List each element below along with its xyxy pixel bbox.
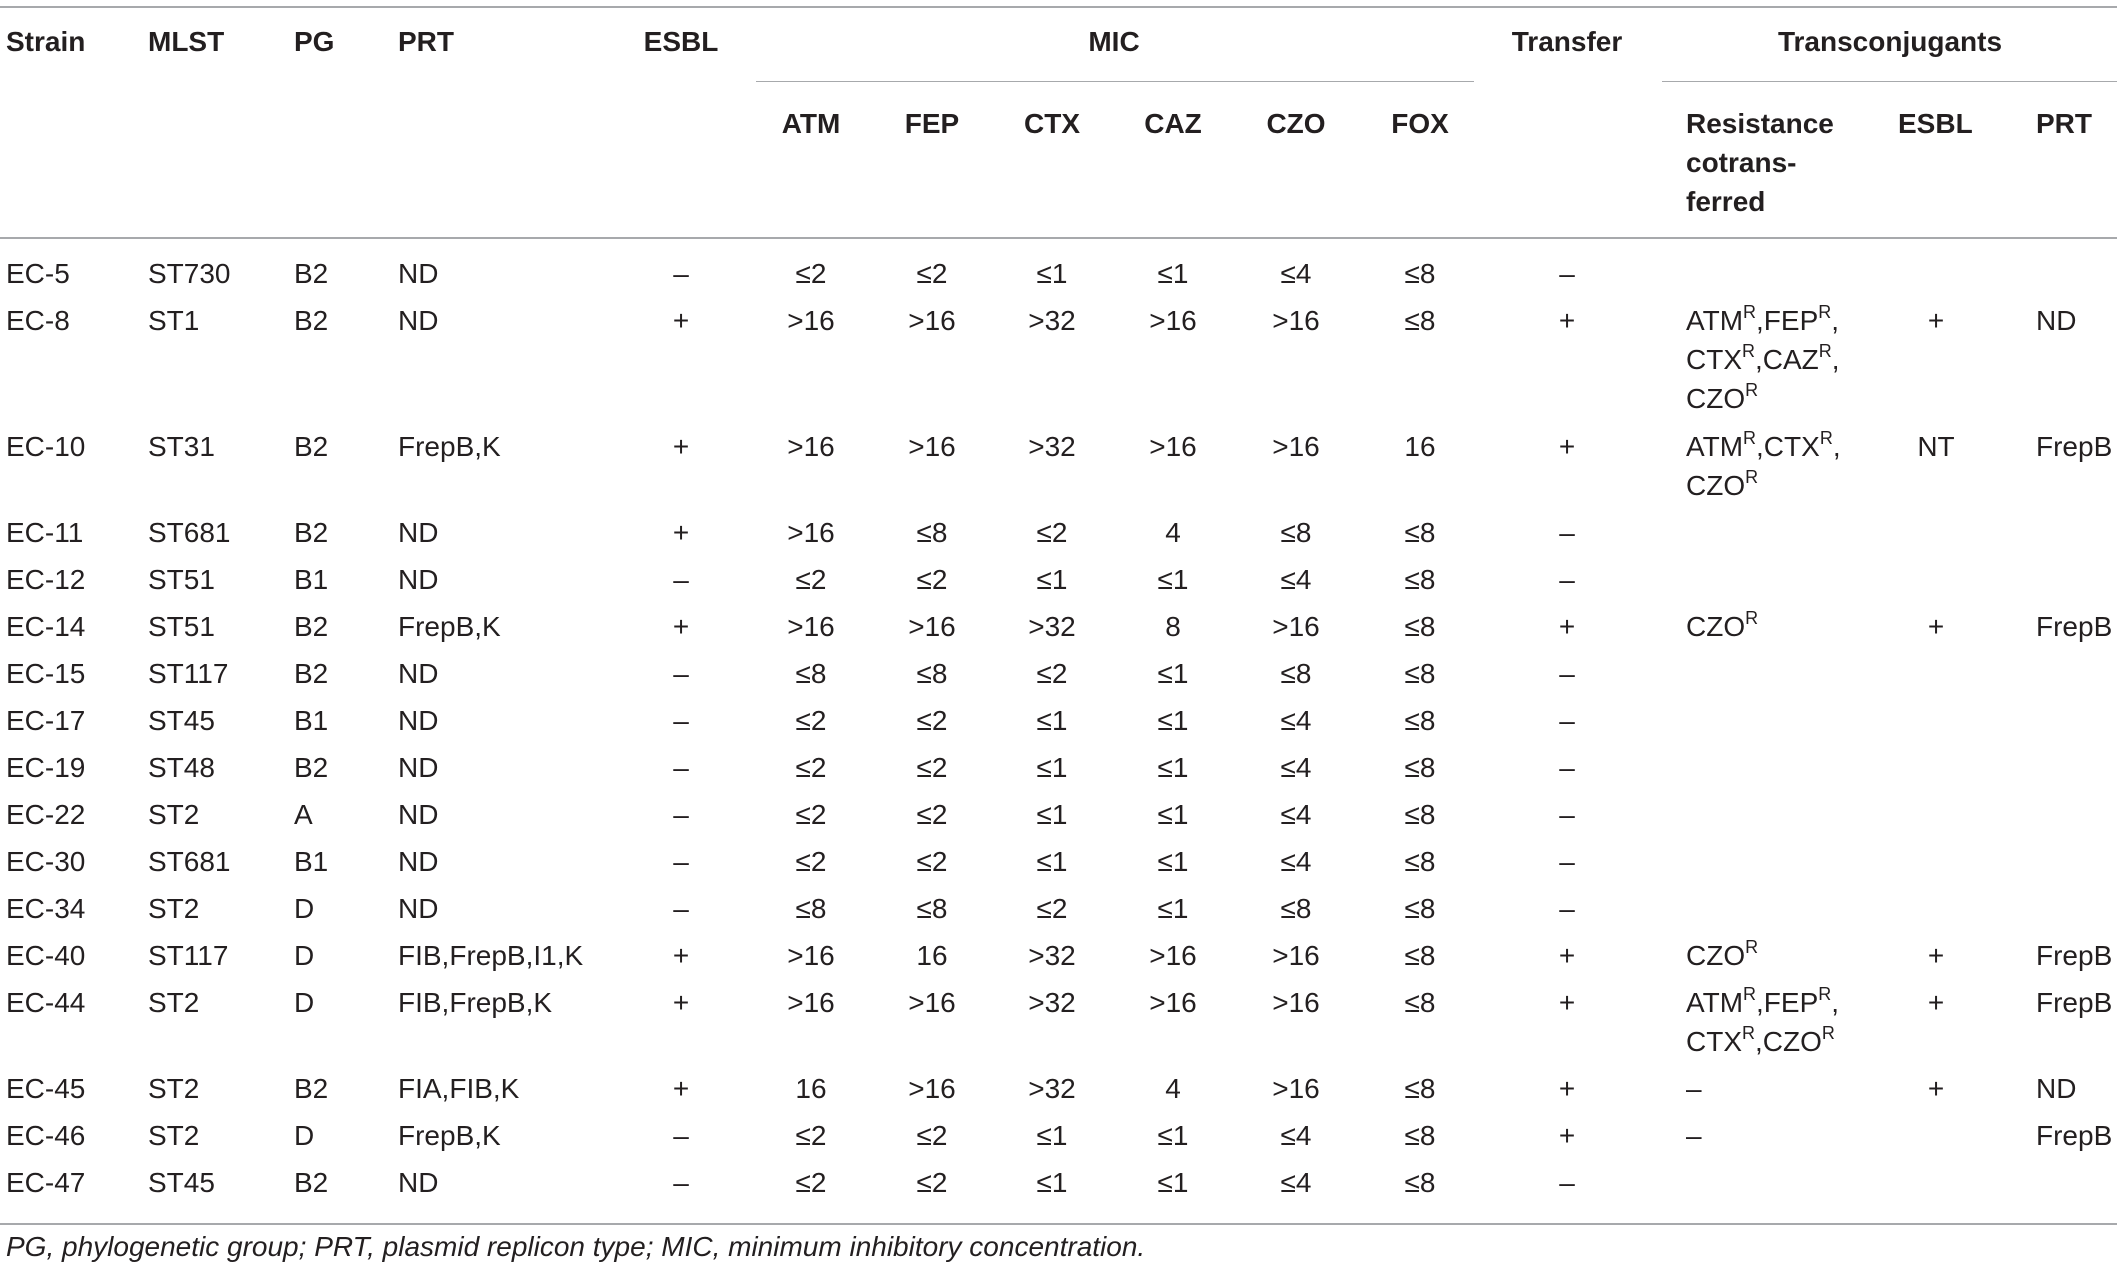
header-atm: ATM: [781, 108, 841, 139]
cell-mlst: ST1: [148, 305, 200, 336]
cell-mic: >16: [787, 517, 835, 548]
cell-mlst: ST117: [148, 658, 229, 689]
header-cotrans: cotrans-: [1686, 147, 1797, 178]
cell-mlst: ST2: [148, 799, 200, 830]
cell-transfer: +: [1558, 940, 1576, 971]
cell-tc-esbl: +: [1927, 987, 1945, 1018]
cell-mic: >16: [787, 431, 835, 462]
cell-strain: EC-19: [6, 752, 86, 783]
cell-mic: >32: [1028, 940, 1076, 971]
cell-esbl: +: [672, 611, 690, 642]
cell-strain: EC-11: [6, 517, 84, 548]
cell-pg: D: [294, 987, 315, 1018]
cell-mlst: ST2: [148, 987, 200, 1018]
cell-mic: >16: [787, 987, 835, 1018]
cell-mic: ≤1: [1157, 893, 1189, 924]
cell-prt: FrepB,K: [398, 1120, 501, 1151]
cell-mlst: ST681: [148, 517, 231, 548]
cell-mic: ≤2: [1036, 517, 1068, 548]
cell-mic: >16: [908, 987, 956, 1018]
cell-mic: ≤2: [795, 258, 827, 289]
cell-mic: ≤2: [795, 1120, 827, 1151]
cell-mic: >32: [1028, 305, 1076, 336]
cell-tc-prt: ND: [2036, 1073, 2077, 1104]
cell-esbl: +: [672, 305, 690, 336]
cell-pg: D: [294, 1120, 315, 1151]
cell-tc-resistance: $CZO^R$: [1686, 466, 1759, 501]
top-rule: [0, 6, 2117, 8]
cell-transfer: +: [1558, 1120, 1576, 1151]
cell-mic: ≤8: [1280, 517, 1312, 548]
cell-mic: ≤1: [1157, 658, 1189, 689]
cell-mic: >16: [1272, 305, 1320, 336]
cell-prt: ND: [398, 658, 439, 689]
cell-prt: ND: [398, 305, 439, 336]
cell-tc-prt: FrepB: [2036, 940, 2113, 971]
cell-mic: ≤8: [1404, 611, 1436, 642]
cell-strain: EC-22: [6, 799, 86, 830]
cell-mic: ≤8: [1404, 1167, 1436, 1198]
cell-mic: ≤1: [1157, 799, 1189, 830]
cell-mic: >16: [787, 305, 835, 336]
cell-mic: ≤2: [916, 564, 948, 595]
cell-mic: ≤8: [1280, 658, 1312, 689]
cell-mic: ≤1: [1036, 846, 1068, 877]
cell-mic: ≤8: [795, 893, 827, 924]
cell-mic: ≤2: [916, 752, 948, 783]
footnote: PG, phylogenetic group; PRT, plasmid replicon type; MIC, minimum inhibitory concentration.: [6, 1231, 1146, 1262]
cell-mlst: ST2: [148, 1120, 200, 1151]
cell-tc-esbl: +: [1927, 940, 1945, 971]
header-transfer: Transfer: [1511, 26, 1623, 57]
cell-esbl: –: [673, 752, 689, 783]
cell-esbl: –: [673, 893, 689, 924]
cell-esbl: +: [672, 940, 690, 971]
cell-esbl: –: [673, 258, 689, 289]
header-fep: FEP: [904, 108, 960, 139]
cell-mic: ≤1: [1157, 1167, 1189, 1198]
cell-prt: ND: [398, 1167, 439, 1198]
cell-tc-prt: FrepB: [2036, 1120, 2113, 1151]
cell-prt: FrepB,K: [398, 611, 501, 642]
cell-strain: EC-44: [6, 987, 86, 1018]
cell-mic: ≤1: [1036, 1120, 1068, 1151]
cell-mic: 16: [916, 940, 948, 971]
cell-mic: ≤4: [1280, 799, 1312, 830]
cell-mic: ≤4: [1280, 258, 1312, 289]
cell-tc-resistance: $CTX^R,CZO^R$: [1686, 1022, 1835, 1057]
cell-tc-prt: FrepB: [2036, 611, 2113, 642]
cell-mlst: ST45: [148, 1167, 215, 1198]
cell-prt: ND: [398, 846, 439, 877]
cell-mic: >16: [908, 305, 956, 336]
cell-mlst: ST117: [148, 940, 229, 971]
cell-esbl: +: [672, 431, 690, 462]
cell-prt: ND: [398, 893, 439, 924]
cell-prt: FIA,FIB,K: [398, 1073, 520, 1104]
cell-esbl: –: [673, 564, 689, 595]
cell-pg: B1: [294, 846, 329, 877]
cell-transfer: +: [1558, 987, 1576, 1018]
cell-pg: B2: [294, 658, 329, 689]
cell-mic: ≤4: [1280, 1120, 1312, 1151]
cell-mic: >16: [1149, 987, 1197, 1018]
cell-strain: EC-34: [6, 893, 86, 924]
cell-pg: D: [294, 940, 315, 971]
cell-mic: >16: [1272, 987, 1320, 1018]
cell-mic: >16: [787, 940, 835, 971]
cell-mic: >16: [1272, 431, 1320, 462]
cell-mic: >16: [787, 611, 835, 642]
cell-mic: ≤1: [1036, 799, 1068, 830]
cell-mic: ≤2: [916, 258, 948, 289]
cell-mlst: ST51: [148, 564, 215, 595]
cell-mic: ≤2: [795, 752, 827, 783]
cell-esbl: –: [673, 799, 689, 830]
cell-mic: 16: [1404, 431, 1436, 462]
cell-mic: >16: [908, 431, 956, 462]
cell-esbl: +: [672, 1073, 690, 1104]
cell-tc-resistance: $CZO^R$: [1686, 607, 1759, 642]
cell-pg: B1: [294, 564, 329, 595]
cell-mic: >16: [1149, 305, 1197, 336]
cell-mic: >16: [1272, 611, 1320, 642]
cell-mic: ≤1: [1036, 1167, 1068, 1198]
cell-pg: B1: [294, 705, 329, 736]
cell-mic: ≤2: [916, 1120, 948, 1151]
cell-strain: EC-12: [6, 564, 86, 595]
cell-esbl: –: [673, 1167, 689, 1198]
cell-esbl: +: [672, 987, 690, 1018]
cell-mic: >16: [1149, 940, 1197, 971]
cell-prt: FrepB,K: [398, 431, 501, 462]
cell-strain: EC-17: [6, 705, 86, 736]
cell-mlst: ST2: [148, 1073, 200, 1104]
cell-mic: 16: [795, 1073, 827, 1104]
header-prt: PRT: [398, 26, 454, 57]
cell-mic: ≤4: [1280, 846, 1312, 877]
header-ctx: CTX: [1024, 108, 1080, 139]
bottom-rule: [0, 1223, 2117, 1225]
cell-esbl: +: [672, 517, 690, 548]
cell-strain: EC-10: [6, 431, 86, 462]
cell-mic: ≤8: [1404, 1073, 1436, 1104]
cell-strain: EC-5: [6, 258, 70, 289]
cell-transfer: –: [1559, 564, 1575, 595]
cell-pg: B2: [294, 1167, 329, 1198]
header-tc-prt: PRT: [2036, 108, 2092, 139]
cell-strain: EC-46: [6, 1120, 86, 1151]
cell-esbl: –: [673, 658, 689, 689]
cell-pg: B2: [294, 611, 329, 642]
cell-mic: ≤8: [1404, 517, 1436, 548]
header-resistance: Resistance: [1686, 108, 1834, 139]
cell-tc-resistance: –: [1686, 1120, 1702, 1151]
cell-tc-resistance: –: [1686, 1073, 1702, 1104]
cell-mic: ≤2: [795, 846, 827, 877]
cell-mic: >32: [1028, 431, 1076, 462]
cell-pg: A: [294, 799, 313, 830]
cell-tc-esbl: +: [1927, 611, 1945, 642]
cell-mic: >16: [1149, 431, 1197, 462]
header-transconjugants: Transconjugants: [1777, 26, 2003, 57]
cell-prt: ND: [398, 799, 439, 830]
transconjugants-underline: [1662, 81, 2117, 82]
cell-mic: ≤8: [916, 517, 948, 548]
cell-mic: ≤8: [1404, 940, 1436, 971]
cell-transfer: +: [1558, 611, 1576, 642]
cell-tc-prt: FrepB: [2036, 431, 2113, 462]
cell-transfer: –: [1559, 799, 1575, 830]
cell-prt: ND: [398, 705, 439, 736]
cell-esbl: –: [673, 705, 689, 736]
cell-transfer: –: [1559, 752, 1575, 783]
cell-mic: ≤8: [795, 658, 827, 689]
header-tc-esbl: ESBL: [1898, 108, 1973, 139]
cell-mic: ≤8: [1404, 987, 1436, 1018]
cell-mic: ≤8: [1404, 752, 1436, 783]
cell-pg: B2: [294, 431, 329, 462]
cell-mic: ≤8: [1404, 1120, 1436, 1151]
cell-mic: ≤2: [1036, 893, 1068, 924]
cell-tc-resistance: $CTX^R,CAZ^R$,: [1686, 340, 1840, 375]
cell-mic: ≤1: [1157, 846, 1189, 877]
cell-prt: ND: [398, 517, 439, 548]
cell-pg: B2: [294, 305, 329, 336]
mic-underline: [756, 81, 1474, 82]
header-strain: Strain: [6, 26, 86, 57]
header-esbl: ESBL: [643, 26, 719, 57]
cell-mic: ≤8: [1404, 658, 1436, 689]
cell-mlst: ST681: [148, 846, 231, 877]
cell-tc-prt: FrepB: [2036, 987, 2113, 1018]
cell-mic: ≤1: [1036, 564, 1068, 595]
cell-prt: ND: [398, 258, 439, 289]
cell-mlst: ST730: [148, 258, 231, 289]
cell-mic: ≤2: [916, 799, 948, 830]
cell-mic: ≤1: [1036, 705, 1068, 736]
cell-transfer: –: [1559, 258, 1575, 289]
cell-prt: ND: [398, 564, 439, 595]
cell-mlst: ST45: [148, 705, 215, 736]
cell-transfer: –: [1559, 705, 1575, 736]
cell-transfer: +: [1558, 431, 1576, 462]
cell-transfer: –: [1559, 658, 1575, 689]
cell-strain: EC-8: [6, 305, 70, 336]
header-mlst: MLST: [148, 26, 225, 57]
cell-mic: ≤4: [1280, 705, 1312, 736]
cell-mic: ≤8: [1404, 564, 1436, 595]
cell-mic: ≤1: [1157, 564, 1189, 595]
cell-mic: >32: [1028, 1073, 1076, 1104]
cell-mic: ≤2: [916, 846, 948, 877]
cell-mic: ≤8: [1404, 846, 1436, 877]
cell-tc-resistance: $CZO^R$: [1686, 379, 1759, 414]
cell-tc-esbl: +: [1927, 305, 1945, 336]
cell-mic: ≤1: [1157, 705, 1189, 736]
cell-tc-resistance: $CZO^R$: [1686, 936, 1759, 971]
cell-transfer: –: [1559, 846, 1575, 877]
cell-mic: ≤1: [1157, 1120, 1189, 1151]
cell-mic: ≤1: [1157, 752, 1189, 783]
cell-tc-resistance: $ATM^R,FEP^R$,: [1686, 983, 1840, 1018]
cell-mic: ≤8: [1404, 799, 1436, 830]
header-pg: PG: [294, 26, 335, 57]
cell-strain: EC-14: [6, 611, 86, 642]
cell-mlst: ST31: [148, 431, 215, 462]
cell-prt: ND: [398, 752, 439, 783]
header-bottom-rule: [0, 237, 2117, 239]
cell-pg: B2: [294, 517, 329, 548]
cell-mic: 4: [1165, 517, 1181, 548]
cell-transfer: +: [1558, 305, 1576, 336]
cell-esbl: –: [673, 846, 689, 877]
cell-mic: ≤8: [916, 658, 948, 689]
cell-mic: ≤4: [1280, 564, 1312, 595]
cell-mic: ≤2: [916, 1167, 948, 1198]
cell-mlst: ST51: [148, 611, 215, 642]
cell-mic: >32: [1028, 987, 1076, 1018]
cell-mic: ≤1: [1036, 752, 1068, 783]
cell-transfer: +: [1558, 1073, 1576, 1104]
cell-mic: >16: [1272, 1073, 1320, 1104]
cell-mic: ≤1: [1036, 258, 1068, 289]
cell-mic: ≤8: [1404, 705, 1436, 736]
cell-pg: B2: [294, 752, 329, 783]
cell-mic: 4: [1165, 1073, 1181, 1104]
cell-mic: ≤2: [795, 799, 827, 830]
cell-mlst: ST2: [148, 893, 200, 924]
cell-tc-resistance: $ATM^R,CTX^R$,: [1686, 427, 1841, 462]
cell-mic: ≤2: [795, 564, 827, 595]
cell-mic: ≤8: [916, 893, 948, 924]
cell-mic: ≤4: [1280, 752, 1312, 783]
cell-strain: EC-47: [6, 1167, 86, 1198]
cell-mic: ≤8: [1404, 305, 1436, 336]
cell-mic: ≤2: [795, 1167, 827, 1198]
cell-mic: ≤8: [1280, 893, 1312, 924]
header-caz: CAZ: [1144, 108, 1202, 139]
cell-mlst: ST48: [148, 752, 215, 783]
cell-mic: 8: [1165, 611, 1181, 642]
cell-pg: B2: [294, 1073, 329, 1104]
header-fox: FOX: [1391, 108, 1449, 139]
cell-mic: >32: [1028, 611, 1076, 642]
cell-strain: EC-15: [6, 658, 86, 689]
cell-mic: ≤2: [795, 705, 827, 736]
cell-strain: EC-45: [6, 1073, 86, 1104]
cell-tc-esbl: +: [1927, 1073, 1945, 1104]
cell-prt: FIB,FrepB,I1,K: [398, 940, 584, 971]
cell-pg: B2: [294, 258, 329, 289]
cell-mic: ≤8: [1404, 893, 1436, 924]
cell-tc-resistance: $ATM^R,FEP^R$,: [1686, 301, 1840, 336]
cell-strain: EC-40: [6, 940, 86, 971]
cell-tc-esbl: NT: [1917, 431, 1955, 462]
cell-transfer: –: [1559, 517, 1575, 548]
cell-mic: ≤2: [1036, 658, 1068, 689]
header-ferred: ferred: [1686, 186, 1766, 217]
cell-transfer: –: [1559, 1167, 1575, 1198]
cell-esbl: –: [673, 1120, 689, 1151]
cell-mic: ≤1: [1157, 258, 1189, 289]
cell-transfer: –: [1559, 893, 1575, 924]
cell-strain: EC-30: [6, 846, 86, 877]
header-czo: CZO: [1266, 108, 1326, 139]
cell-tc-prt: ND: [2036, 305, 2077, 336]
cell-mic: >16: [1272, 940, 1320, 971]
cell-mic: >16: [908, 1073, 956, 1104]
cell-pg: D: [294, 893, 315, 924]
cell-prt: FIB,FrepB,K: [398, 987, 553, 1018]
cell-mic: ≤4: [1280, 1167, 1312, 1198]
cell-mic: >16: [908, 611, 956, 642]
cell-mic: ≤2: [916, 705, 948, 736]
cell-mic: ≤8: [1404, 258, 1436, 289]
header-mic: MIC: [1088, 26, 1140, 57]
